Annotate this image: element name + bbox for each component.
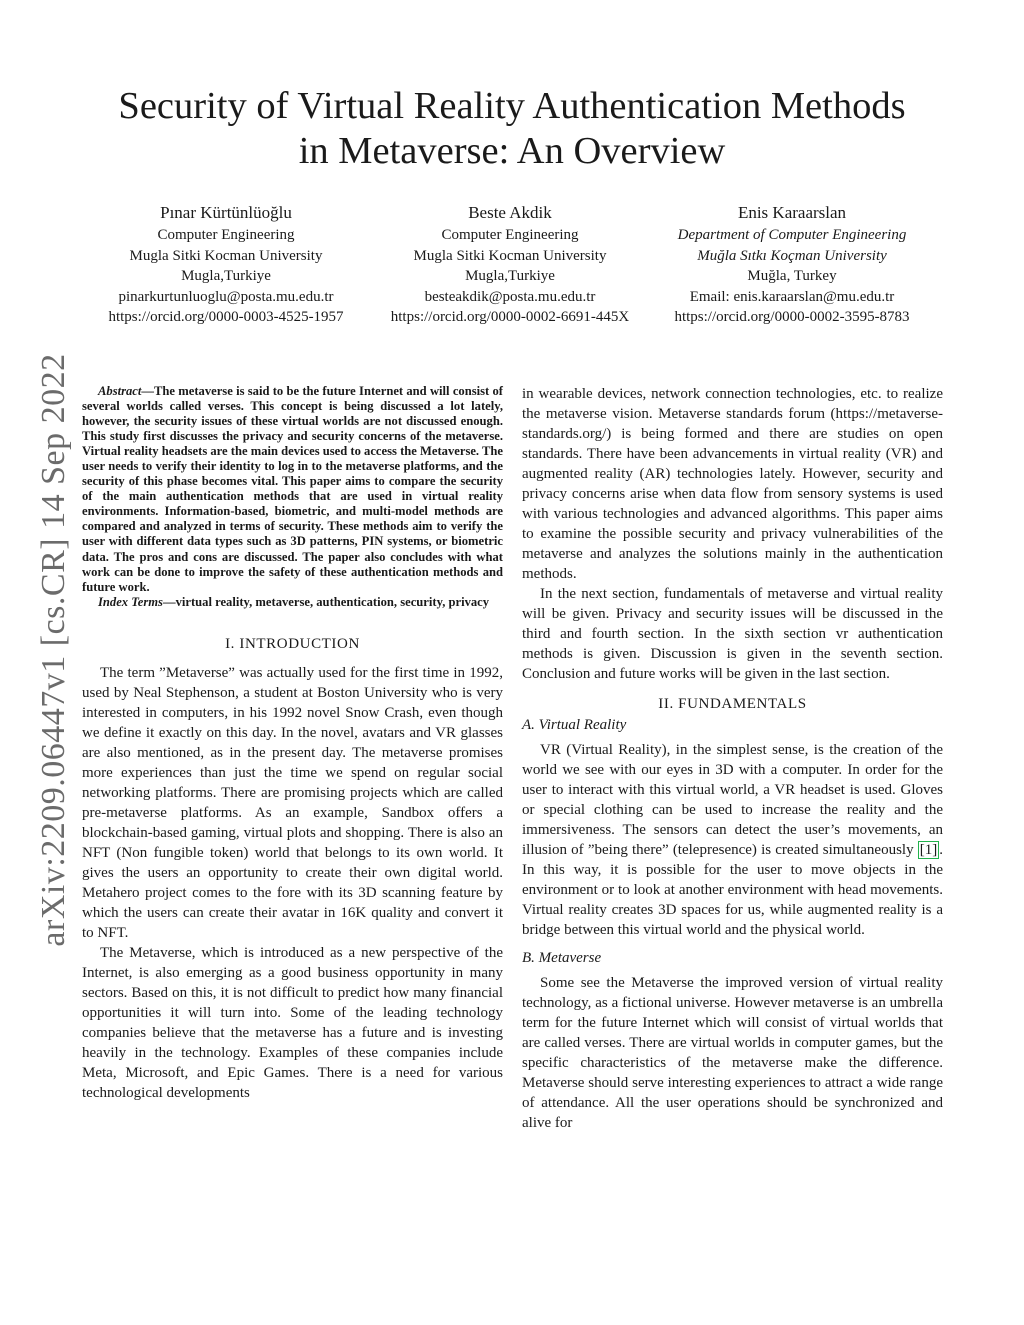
abstract: [82, 384, 503, 595]
index-terms: [82, 595, 503, 610]
vr-text-part-1: VR (Virtual Reality), in the simplest sense, is the creation of the world we see with our eyes in 3D with a computer. In order for the user to interact with this virtual world, a VR headset is used. Gloves or special clothing can be used to increase the reality and the immersiveness. The sensors can detect the user’s movements, an illusion of ”being there” (telepresence) is created simultaneously: [522, 742, 943, 858]
author-univ: Muğla Sıtkı Koçman University: [697, 247, 887, 264]
abstract-label: Abstract: [98, 384, 142, 398]
intro-paragraph-4: In the next section, fundamentals of metaverse and virtual reality will be given. Privacy and security issues will be discussed in the third and fourth section. In the sixth section vr authentication methods is given. Discussion is given in the seventh section. Conclusion and future works will be given in the last section.: [522, 586, 943, 682]
author-univ: Mugla Sitki Kocman University: [413, 247, 607, 264]
intro-paragraph-1: The term ”Metaverse” was actually used for the first time in 1992, used by Neal Stephenson, a student at Boston University who is very interested in computers, in his 1992 novel Snow Crash, even though we define it exactly on this day. In the novel, avatars and VR glasses are also mentioned, as in the present day. The metaverse promises more experiences than just the time we spend on regular social networking platforms. There are promising projects which are called pre-metaverse platforms. As an example, Sandbox offers a blockchain-based gaming, virtual plots and shopping. There is also an NFT (Non fungible token) world that belongs to its own world. It gives the users an opportunity to create their own digital world. Metahero project comes to the fore with its 3D scanning feature by which the users can create their avatar in 16K quality and convert it to NFT.: [82, 664, 503, 941]
index-terms-text: —virtual reality, metaverse, authentication, security, privacy: [162, 594, 490, 609]
author-univ: Mugla Sitki Kocman University: [129, 247, 323, 264]
author-email: besteakdik@posta.mu.edu.tr: [424, 288, 596, 305]
title-line-1: Security of Virtual Reality Authentication Methods: [118, 85, 906, 127]
right-column: [522, 384, 943, 1133]
author-2: [350, 202, 670, 328]
vr-paragraph: [522, 740, 943, 940]
subsection-heading-virtual-reality: A. Virtual Reality: [522, 717, 627, 733]
author-orcid: https://orcid.org/0000-0002-6691-445X: [390, 309, 630, 325]
author-city: Mugla,Turkiye: [181, 268, 271, 284]
arxiv-identifier: arXiv:2209.06447v1 [cs.CR] 14 Sep 2022: [35, 353, 72, 947]
subsection-heading-metaverse: B. Metaverse: [522, 950, 602, 966]
author-3: [632, 202, 952, 328]
section-heading-introduction: I. INTRODUCTION: [225, 635, 360, 652]
author-name: Beste Akdik: [468, 203, 552, 222]
left-column: [82, 384, 503, 1103]
title-line-2: in Metaverse: An Overview: [298, 130, 726, 172]
author-city: Mugla,Turkiye: [465, 268, 555, 284]
author-email: Email: enis.karaarslan@mu.edu.tr: [689, 288, 895, 305]
author-name: Pınar Kürtünlüoğlu: [160, 203, 292, 222]
author-city: Muğla, Turkey: [747, 268, 837, 284]
vr-text-part-2: . In this way, it is possible for the user to move objects in the environment or to look at another environment with head movements. Virtual reality creates 3D spaces for us, while augmented reality is a bridge between this virtual world and the physical world.: [522, 842, 943, 938]
author-dept: Department of Computer Engineering: [677, 227, 907, 243]
author-orcid: https://orcid.org/0000-0002-3595-8783: [674, 309, 910, 325]
index-terms-label: Index Terms: [98, 594, 163, 609]
author-dept: Computer Engineering: [441, 227, 579, 243]
abstract-text: —The metaverse is said to be the future Internet and will consist of several worlds called verses. This concept is being discussed a lot lately, however, the security issues of these virtual worlds are not discussed enough. This study first discusses the privacy and security concerns of the metaverse. Virtual reality headsets are the main devices used to access the Metaverse. The user needs to verify their identity to log in to the metaverse platforms, and the security of this phase becomes vital. This paper aims to compare the security of the main authentication methods that are used in virtual reality environments. Information-based, biometric, and multi-model methods are compared and analyzed in terms of security. These methods aim to verify the user with different data types such as 3D patterns, PIN systems, or biometric data. The pros and cons are discussed. The paper also concludes with what work can be done to improve the safety of these authentication methods and future work.: [82, 384, 503, 594]
author-name: Enis Karaarslan: [737, 203, 847, 222]
section-heading-fundamentals: II. FUNDAMENTALS: [658, 696, 807, 712]
citation-link[interactable]: [1]: [919, 842, 938, 858]
metaverse-paragraph: Some see the Metaverse the improved version of virtual reality technology, as a fictional universe. However metaverse is an umbrella term for the future Internet which will consist of virtual worlds that are called verses. There are virtual worlds in computer games, but the specific characteristics of the metaverse make the difference. Metaverse should serve interesting experiences to attract a wide range of attendance. All the user operations should be synchronized and alive for: [522, 975, 943, 1131]
author-orcid: https://orcid.org/0000-0003-4525-1957: [108, 309, 344, 325]
author-dept: Computer Engineering: [157, 227, 295, 243]
author-email: pinarkurtunluoglu@posta.mu.edu.tr: [118, 288, 334, 305]
paper-title: [80, 84, 944, 174]
intro-paragraph-3: in wearable devices, network connection technologies, etc. to realize the metaverse vision. Metaverse standards forum (https://metaverse-standards.org/) is being formed and there are studies on open standards. There have been advancements in virtual reality (VR) and augmented reality (AR) technologies lately. However, security and privacy concerns arise when data flow from sensory systems is used with various technologies and advanced algorithms. This paper aims to examine the possible security and privacy vulnerabilities of the metaverse and analyzes the solutions mainly in the authentication methods.: [522, 386, 943, 582]
intro-paragraph-2: The Metaverse, which is introduced as a new perspective of the Internet, is also emerging as a good business opportunity in many sectors. Based on this, it is not difficult to predict how many financial opportunities it will turn into. Some of the leading technology companies believe that the metaverse has a future and is investing heavily in the technology. Examples of these companies include Meta, Microsoft, and Epic Games. There is a need for various technological developments: [82, 944, 503, 1101]
author-1: [66, 202, 386, 328]
